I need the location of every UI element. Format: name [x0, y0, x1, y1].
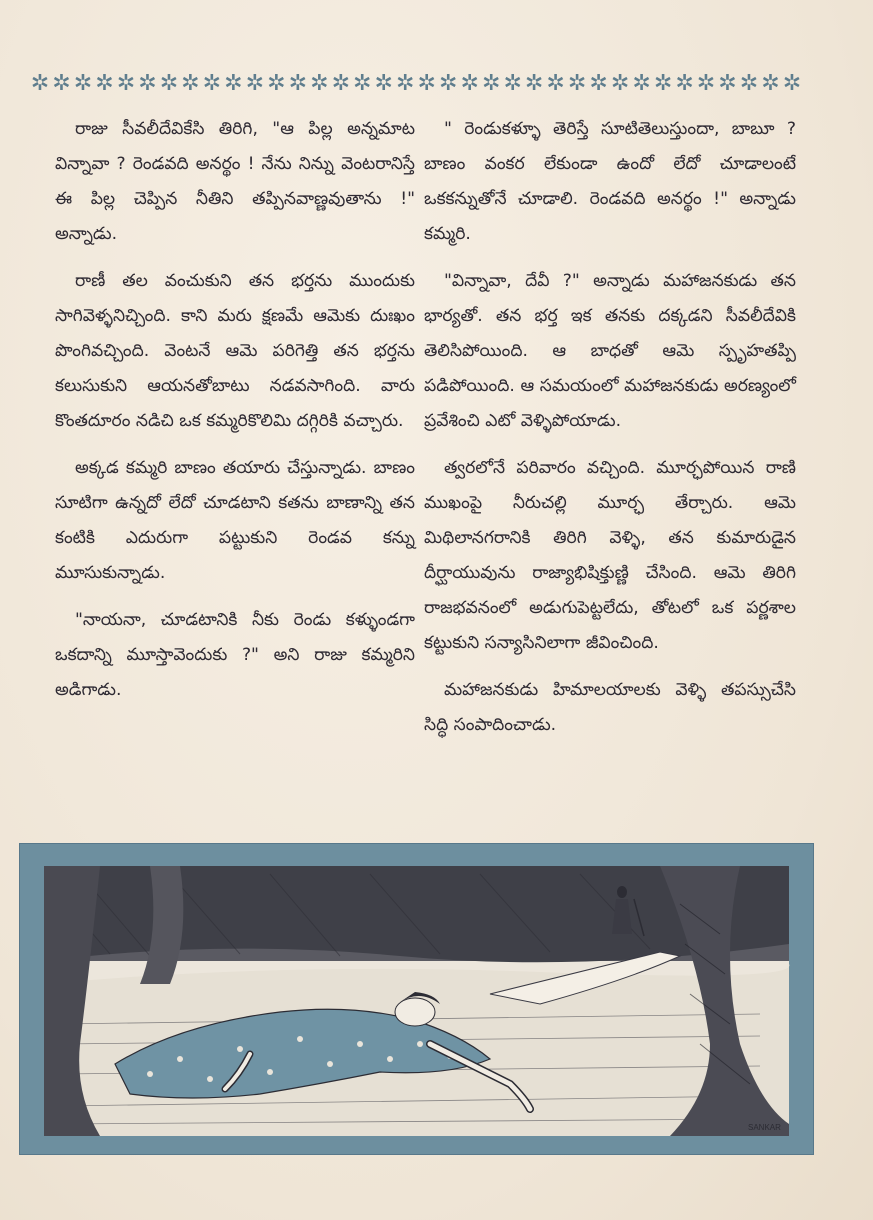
ornament-star-icon: ✲ — [181, 71, 200, 96]
ornament-star-icon: ✲ — [589, 71, 608, 96]
ornament-star-icon: ✲ — [761, 71, 780, 96]
story-paragraph: రాణీ తల వంచుకుని తన భర్తను ముందుకు సాగివెళ్ళనిచ్చింది. కాని మరు క్షణమే ఆమెకు దుఃఖం పొంగివచ్చింది. వెంటనే ఆమె పరిగెత్తి తన భర్తను కలుసుకుని ఆయనతోబాటు నడవసాగింది. వారు కొంతదూరం నడిచి ఒక కమ్మరికొలిమి దగ్గిరికి వచ్చారు. — [55, 271, 415, 431]
ornament-star-icon: ✲ — [288, 71, 308, 96]
ornament-star-icon: ✲ — [202, 71, 222, 96]
ornament-star-icon: ✲ — [782, 71, 802, 96]
ornament-star-icon: ✲ — [159, 71, 179, 96]
ornament-star-icon: ✲ — [438, 71, 458, 96]
story-paragraph: త్వరలోనే పరివారం వచ్చింది. మూర్ఛపోయిన రాణి ముఖంపై నీరుచల్లి మూర్ఛ తేర్చారు. ఆమె మిథిలానగరానికి తిరిగి వెళ్ళి, తన కుమారుడైన దీర్ఘాయువును రాజ్యాభిషిక్తుణ్ణి చేసింది. ఆమె తిరిగి రాజభవనంలో అడుగుపెట్టలేదు, తోటలో ఒక పర్ణశాల కట్టుకుని సన్యాసినిలాగా జీవించింది. — [424, 458, 796, 653]
ornament-star-icon: ✲ — [567, 71, 587, 96]
ornament-star-icon: ✲ — [138, 71, 157, 96]
ornament-star-icon: ✲ — [417, 71, 436, 96]
story-paragraph: మహాజనకుడు హిమాలయాలకు వెళ్ళి తపస్సుచేసి సిద్ధి సంపాదించాడు. — [424, 680, 796, 735]
ornament-star-icon: ✲ — [224, 71, 243, 96]
ornament-star-icon: ✲ — [267, 71, 286, 96]
story-paragraph: "విన్నావా, దేవీ ?" అన్నాడు మహాజనకుడు తన భార్యతో. తన భర్త ఇక తనకు దక్కడని సీవలీదేవికి తెలిసిపోయింది. ఆ బాధతో ఆమె స్పృహతప్పి పడిపోయింది. ఆ సమయంలో మహాజనకుడు అరణ్యంలో ప్రవేశించి ఎటో వెళ్ళిపోయాడు. — [424, 271, 796, 431]
ornament-star-icon: ✲ — [52, 71, 71, 96]
story-paragraph: అక్కడ కమ్మరి బాణం తయారు చేస్తున్నాడు. బాణం సూటిగా ఉన్నదో లేదో చూడటాని కతను బాణాన్ని తన కంటికి ఎదురుగా పట్టుకుని రెండవ కన్ను మూసుకున్నాడు. — [55, 458, 415, 583]
ornament-star-icon: ✲ — [653, 71, 673, 96]
ornament-star-icon: ✲ — [396, 71, 415, 96]
left-column — [55, 112, 415, 720]
ornament-star-icon: ✲ — [460, 71, 479, 96]
ornament-star-icon: ✲ — [546, 71, 565, 96]
ornamental-border — [30, 70, 802, 98]
ornament-star-icon: ✲ — [718, 71, 737, 96]
ornament-star-icon: ✲ — [245, 71, 265, 96]
ornament-star-icon: ✲ — [310, 71, 329, 96]
ornament-star-icon: ✲ — [374, 71, 393, 96]
story-paragraph: " రెండుకళ్ళూ తెరిస్తే సూటితెలుస్తుందా, బాబూ ? బాణం వంకర లేకుండా ఉందో లేదో చూడాలంటే ఒకకన్నుతోనే చూడాలి. రెండవది అనర్థం !" అన్నాడు కమ్మరి. — [424, 119, 796, 244]
ornament-star-icon: ✲ — [632, 71, 651, 96]
story-paragraph: "నాయనా, చూడటానికి నీకు రెండు కళ్ళుండగా ఒకదాన్ని మూస్తావెందుకు ?" అని రాజు కమ్మరిని అడిగాడు. — [55, 610, 415, 700]
illustration-art — [20, 844, 813, 1154]
ornament-star-icon: ✲ — [30, 71, 50, 96]
ornament-star-icon: ✲ — [353, 71, 372, 96]
forest-illustration — [19, 843, 814, 1155]
ornament-star-icon: ✲ — [503, 71, 522, 96]
right-column — [424, 112, 796, 755]
ornament-star-icon: ✲ — [481, 71, 501, 96]
ornament-star-icon: ✲ — [610, 71, 630, 96]
ornament-star-icon: ✲ — [95, 71, 114, 96]
ornament-star-icon: ✲ — [116, 71, 136, 96]
ornament-star-icon: ✲ — [739, 71, 759, 96]
ornament-star-icon: ✲ — [696, 71, 716, 96]
ornament-star-icon: ✲ — [675, 71, 694, 96]
story-paragraph: రాజు సీవలీదేవికేసి తిరిగి, "ఆ పిల్ల అన్నమాట విన్నావా ? రెండవది అనర్థం ! నేను నిన్ను వెంటరానిస్తే ఈ పిల్ల చెప్పిన నీతిని తప్పినవాణ్ణవుతాను !" అన్నాడు. — [55, 119, 415, 244]
ornament-star-icon: ✲ — [331, 71, 350, 96]
ornament-star-icon: ✲ — [73, 71, 93, 96]
ornament-star-icon: ✲ — [524, 71, 544, 96]
artist-signature: SANKAR — [748, 1123, 781, 1132]
